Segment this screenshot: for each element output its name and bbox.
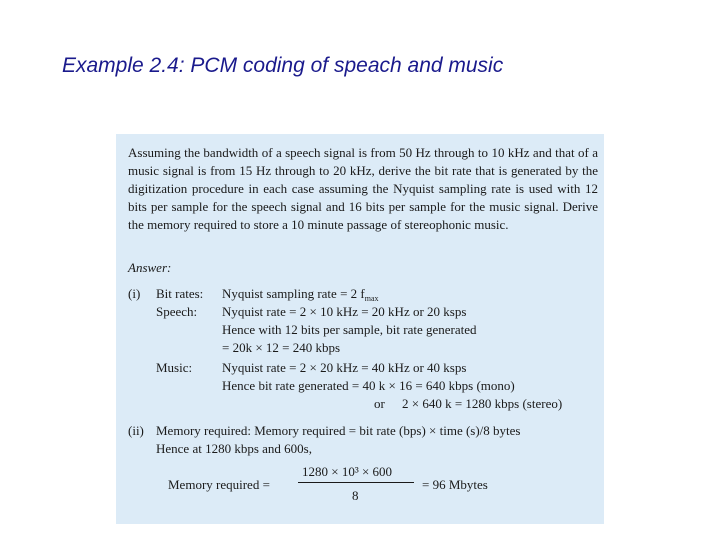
fraction-numerator: 1280 × 10³ × 600 — [302, 464, 393, 479]
memory-line-2: Hence at 1280 kbps and 600s, — [156, 441, 312, 456]
nyquist-rule-text: Nyquist sampling rate = 2 f — [222, 286, 365, 301]
slide-title: Example 2.4: PCM coding of speach and music — [62, 54, 504, 77]
problem-statement: Assuming the bandwidth of a speech signal is from 50 Hz through to 10 kHz and that of a music signal is from 15 Hz through to 20 kHz, derive the bit rate that is generated by the digitization procedure in each case assuming the Nyquist sampling rate is used with 12 bits per sample for the speech signal and 16 bits per sample for the music signal. Derive the memory required to store a 10 minute passage of stereophonic music. — [128, 145, 598, 232]
part-i-number: (i) — [128, 286, 141, 301]
music-line-2: Hence bit rate generated = 40 k × 16 = 640 kbps (mono) — [222, 378, 515, 393]
answer-label: Answer: — [128, 260, 172, 275]
speech-line-1: Nyquist rate = 2 × 10 kHz = 20 kHz or 20 ksps — [222, 304, 467, 319]
speech-label: Speech: — [156, 304, 198, 319]
memory-equation-result: = 96 Mbytes — [422, 477, 488, 492]
speech-line-2: Hence with 12 bits per sample, bit rate generated — [222, 322, 477, 337]
music-line-3: 2 × 640 k = 1280 kbps (stereo) — [402, 396, 563, 411]
nyquist-rule-subscript: max — [364, 294, 379, 303]
speech-line-3: = 20k × 12 = 240 kbps — [222, 340, 341, 355]
bit-rates-label: Bit rates: — [156, 286, 204, 301]
fraction-denominator: 8 — [352, 488, 359, 503]
music-line-1: Nyquist rate = 2 × 20 kHz = 40 kHz or 40 ksps — [222, 360, 467, 375]
part-ii-number: (ii) — [128, 423, 144, 438]
music-label: Music: — [156, 360, 193, 375]
memory-equation-lhs: Memory required = — [168, 477, 270, 492]
music-or: or — [374, 396, 385, 411]
fraction-bar — [298, 482, 414, 483]
memory-line-1: Memory required: Memory required = bit rate (bps) × time (s)/8 bytes — [156, 423, 521, 438]
textbook-excerpt-panel — [116, 134, 604, 524]
